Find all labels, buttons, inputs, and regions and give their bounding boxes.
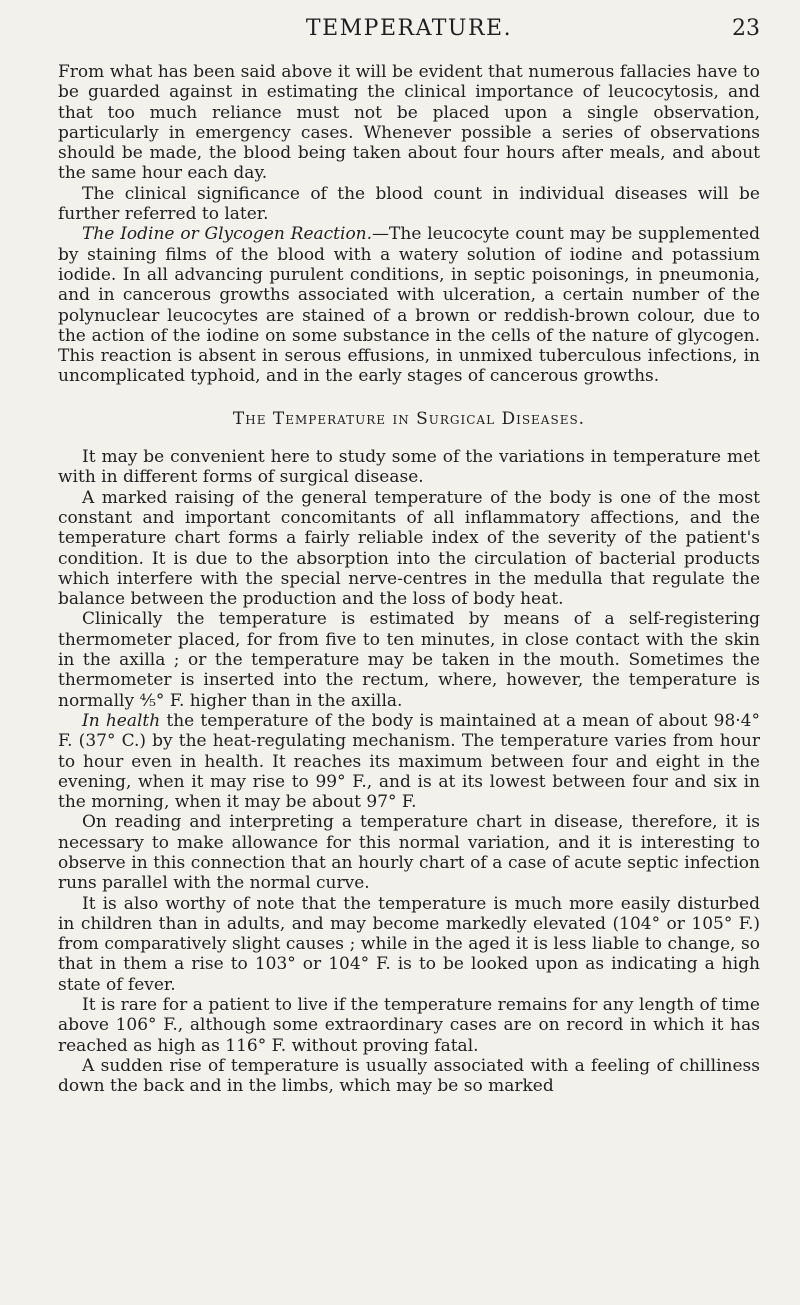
paragraph: It is also worthy of note that the temperature is much more easily disturbed in children than in adults, and may become markedly elevated (104° or 105° F.) from comparatively slight causes ; while in the aged it is less liable to change, so that in them a rise to 103° or 104° F. is to be looked upon as indicating a high state of fever. <box>58 893 760 995</box>
paragraph-lead: The Iodine or Glycogen Reaction. <box>82 224 373 245</box>
paragraph-body: —The leucocyte count may be supplemented by staining films of the blood with a watery solution of iodine and potassium iodide. In all advancing purulent conditions, in septic poisonings, in pneumonia, and in cancerous growths associated with ulceration, a certain number of the polynuclear leucocytes are stained of a brown or reddish-brown colour, due to the action of the iodine on some substance in the cells of the nature of glycogen. This reaction is absent in serous effusions, in unmixed tuberculous infections, in uncomplicated typhoid, and in the early stages of cancerous growths. <box>58 224 760 387</box>
paragraph: On reading and interpreting a temperature chart in disease, therefore, it is necessary to make allowance for this normal variation, and it is interesting to observe in this connection that an hourly chart of a case of acute septic infection runs parallel with the normal curve. <box>58 812 760 894</box>
paragraph: The clinical significance of the blood count in individual diseases will be further referred to later. <box>58 183 760 225</box>
paragraph: It may be convenient here to study some of the variations in temperature met with in different forms of surgical disease. <box>58 447 760 488</box>
paragraph-in-health <box>58 711 760 812</box>
body-text <box>58 62 760 1097</box>
running-title: TEMPERATURE. <box>305 16 513 41</box>
paragraph: From what has been said above it will be evident that numerous fallacies have to be guarded against in estimating the clinical importance of leucocytosis, and that too much reliance must not be placed upon a single observation, particularly in emergency cases. Whenever possible a series of observations should be made, the blood being taken about four hours after meals, and about the same hour each day. <box>58 62 760 184</box>
paragraph: Clinically the temperature is estimated by means of a self-registering thermometer placed, for from five to ten minutes, in close contact with the skin in the axilla ; or the temperature may be taken in the mouth. Sometimes the thermometer is inserted into the rectum, where, however, the temperature is normally ⅘° F. higher than in the axilla. <box>58 609 760 711</box>
page-number: 23 <box>732 16 760 41</box>
paragraph: A sudden rise of temperature is usually associated with a feeling of chilliness down the back and in the limbs, which may be so marked <box>58 1055 760 1097</box>
paragraph: A marked raising of the general temperature of the body is one of the most constant and important concomitants of all inflammatory affections, and the temperature chart forms a fairly reliable index of the severity of the patient's condition. It is due to the absorption into the circulation of bacterial products which interfere with the special nerve-centres in the medulla that regulate the balance between the production and the loss of body heat. <box>58 487 760 610</box>
section-heading: The Temperature in Surgical Diseases. <box>232 408 586 429</box>
paragraph-lead: In health <box>82 710 161 731</box>
paragraph-body: the temperature of the body is maintained at a mean of about 98·4° F. (37° C.) by the heat-regulating mechanism. The temperature varies from hour to hour even in health. It reaches its maximum between four and eight in the evening, when it may rise to 99° F., and is at its lowest between four and six in the morning, when it may be about 97° F. <box>58 710 760 813</box>
page-header <box>58 0 760 62</box>
paragraph: It is rare for a patient to live if the temperature remains for any length of time above 106° F., although some extraordinary cases are on record in which it has reached as high as 116° F. without proving fatal. <box>58 995 760 1056</box>
paragraph-iodine-reaction <box>58 224 760 386</box>
